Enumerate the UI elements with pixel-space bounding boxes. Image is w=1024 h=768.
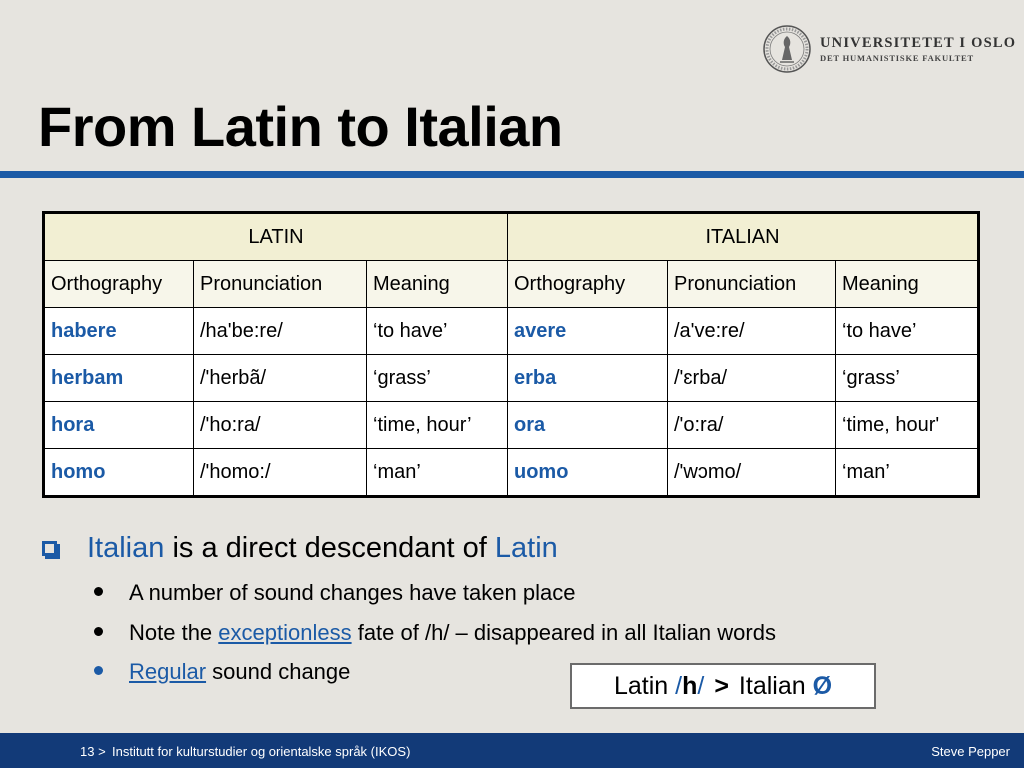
- institute-name: Institutt for kulturstudier og orientalske språk (IKOS): [112, 744, 411, 759]
- italian-meaning: ‘time, hour': [836, 402, 979, 449]
- latin-meaning: ‘grass’: [367, 355, 508, 402]
- italian-pronunciation: /'wɔmo/: [668, 449, 836, 497]
- bullet-text: fate of /h/ – disappeared in all Italian words: [351, 620, 776, 645]
- bullet-text: Note the: [129, 620, 219, 645]
- term-latin: Latin: [494, 532, 558, 564]
- italian-pronunciation: /'ɛrba/: [668, 355, 836, 402]
- latin-word: hora: [44, 402, 194, 449]
- italian-word: ora: [508, 402, 668, 449]
- latin-pronunciation: /'homo:/: [194, 449, 367, 497]
- table-row: [44, 355, 979, 402]
- latin-pronunciation: /'herbã/: [194, 355, 367, 402]
- slide-footer: [0, 733, 1024, 768]
- slide-title: From Latin to Italian: [38, 95, 563, 158]
- table-row: [44, 402, 979, 449]
- column-header: Pronunciation: [194, 261, 367, 308]
- author-name: Steve Pepper: [931, 744, 1010, 759]
- column-header: Orthography: [508, 261, 668, 308]
- latin-meaning: ‘time, hour’: [367, 402, 508, 449]
- column-header: Meaning: [836, 261, 979, 308]
- rule-slash: /: [675, 671, 683, 700]
- italian-meaning: ‘to have’: [836, 308, 979, 355]
- exceptionless-link[interactable]: exceptionless: [218, 620, 352, 645]
- italian-pronunciation: /a've:re/: [668, 308, 836, 355]
- bullet-text: sound change: [206, 659, 351, 684]
- sub-bullet: [94, 658, 350, 686]
- bullet-text: is a direct descendant of: [164, 532, 495, 564]
- italian-word: avere: [508, 308, 668, 355]
- term-italian: Italian: [87, 532, 165, 564]
- table-group-header-row: [44, 213, 979, 261]
- group-header-italian: ITALIAN: [508, 213, 979, 261]
- table-column-header-row: [44, 261, 979, 308]
- latin-meaning: ‘man’: [367, 449, 508, 497]
- table-row: [44, 449, 979, 497]
- university-logo: [762, 24, 1016, 74]
- page-number: 13 >: [80, 744, 106, 759]
- latin-word: herbam: [44, 355, 194, 402]
- main-bullet: [42, 530, 558, 566]
- bullet-dot-icon: [94, 627, 103, 636]
- latin-pronunciation: /'ho:ra/: [194, 402, 367, 449]
- column-header: Meaning: [367, 261, 508, 308]
- latin-meaning: ‘to have’: [367, 308, 508, 355]
- title-divider: [0, 171, 1024, 178]
- faculty-name: DET HUMANISTISKE FAKULTET: [820, 53, 974, 63]
- latin-word: homo: [44, 449, 194, 497]
- bullet-dot-icon: [94, 587, 103, 596]
- sound-change-rule-box: [570, 663, 876, 709]
- rule-target-label: Italian: [738, 671, 813, 700]
- rule-source-label: Latin: [613, 671, 676, 700]
- latin-pronunciation: /ha'be:re/: [194, 308, 367, 355]
- italian-meaning: ‘grass’: [836, 355, 979, 402]
- table-row: [44, 308, 979, 355]
- word-comparison-table: [42, 211, 980, 498]
- rule-phoneme-h: h: [682, 671, 698, 700]
- university-seal-icon: [762, 24, 812, 74]
- group-header-latin: LATIN: [44, 213, 508, 261]
- rule-null-symbol: Ø: [812, 671, 833, 700]
- university-name: UNIVERSITETET I OSLO: [820, 35, 1017, 51]
- latin-word: habere: [44, 308, 194, 355]
- column-header: Pronunciation: [668, 261, 836, 308]
- rule-slash: /: [697, 671, 705, 700]
- bullet-dot-icon: [94, 666, 103, 675]
- regular-link[interactable]: Regular: [129, 659, 207, 684]
- square-bullet-icon: [42, 541, 57, 556]
- bullet-text: A number of sound changes have taken place: [129, 580, 576, 605]
- column-header: Orthography: [44, 261, 194, 308]
- italian-meaning: ‘man’: [836, 449, 979, 497]
- italian-word: erba: [508, 355, 668, 402]
- italian-word: uomo: [508, 449, 668, 497]
- sub-bullet: [94, 579, 575, 607]
- rule-arrow: >: [714, 671, 729, 700]
- sub-bullet: [94, 619, 776, 647]
- italian-pronunciation: /'o:ra/: [668, 402, 836, 449]
